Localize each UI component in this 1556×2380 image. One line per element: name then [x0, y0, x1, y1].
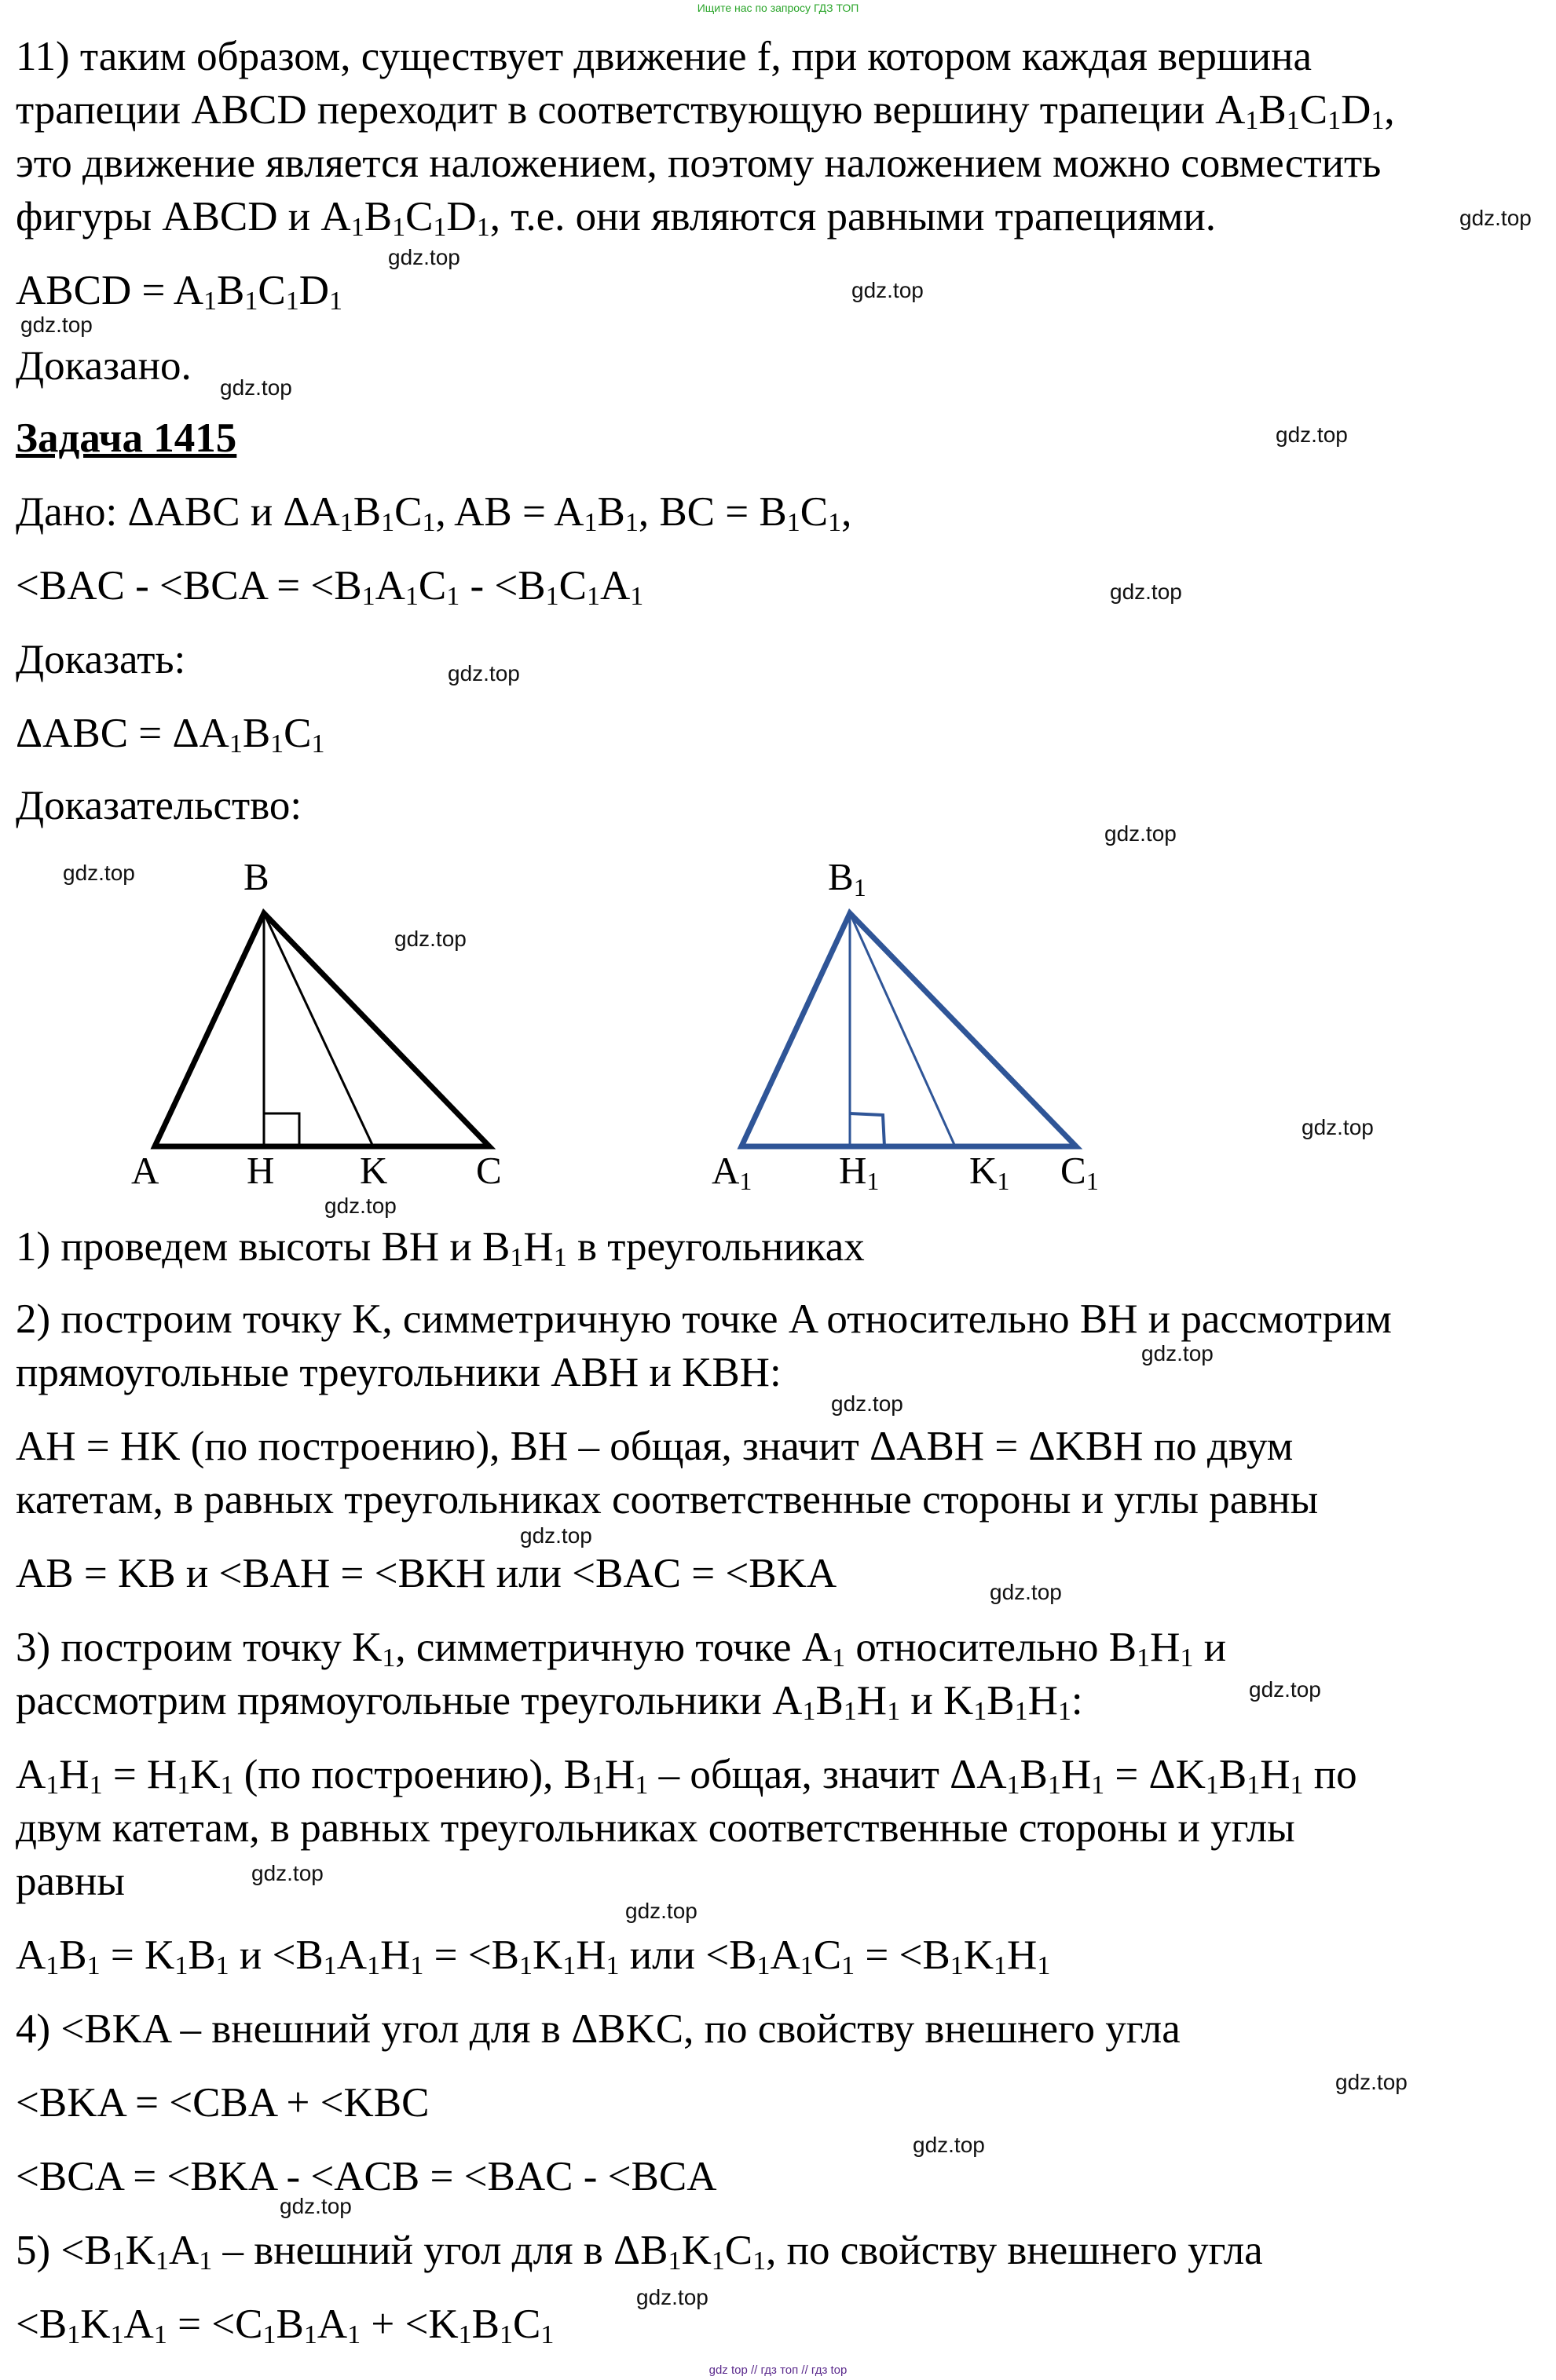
- watermark: gdz.top: [625, 1899, 697, 1923]
- given-line: $<BAC - <BCA = <B_1A_1C_1 - <B_1C_1A_1$: [16, 563, 644, 611]
- label-h1: $H_1$: [839, 1149, 880, 1195]
- label-b1: $B_1$: [828, 855, 866, 901]
- watermark: gdz.top: [1249, 1677, 1321, 1702]
- watermark: gdz.top: [324, 1194, 397, 1218]
- watermark: gdz.top: [251, 1861, 324, 1885]
- watermark: gdz.top: [388, 245, 460, 269]
- step-2: прямоугольные треугольники ABH и KBH:: [16, 1350, 782, 1395]
- label-k1: $K_1$: [969, 1149, 1010, 1195]
- watermark: gdz.top: [63, 861, 135, 885]
- watermark: gdz.top: [1335, 2070, 1408, 2094]
- top-banner: Ищите нас по запросу ГДЗ ТОП: [697, 2, 859, 14]
- step-3: равны: [16, 1859, 126, 1904]
- text-line: ABCD = $A_1B_1C_1D_1$: [16, 268, 342, 316]
- label-a1: $A_1$: [712, 1149, 752, 1195]
- label-a: A: [131, 1149, 159, 1192]
- step-4: <BKA = <CBA + <KBC: [16, 2080, 430, 2126]
- step-3: $A_1H_1 = H_1K_1$ (по построению), $B_1H_1$ – общая, значит $\Delta A_1B_1H_1 = \Delta K_1B_1H_1$ по: [16, 1752, 1357, 1800]
- right-angle-mark: [850, 1113, 884, 1146]
- watermark: gdz.top: [20, 313, 93, 337]
- watermark: gdz.top: [1110, 579, 1182, 604]
- step-2: AB = KB и <BAH = <BKH или <BAC = <BKA: [16, 1551, 837, 1596]
- watermark: gdz.top: [636, 2285, 708, 2309]
- step-2: катетам, в равных треугольниках соответственные стороны и углы равны: [16, 1477, 1319, 1523]
- segment-bk: [264, 913, 373, 1146]
- step-4: <BCA = <BKA - <ACB = <BAC - <BCA: [16, 2154, 717, 2199]
- watermark: gdz.top: [1459, 206, 1532, 230]
- step-4: 4) <BKA – внешний угол для в ΔBKC, по свойству внешнего угла: [16, 2006, 1181, 2052]
- watermark: gdz.top: [831, 1391, 903, 1416]
- watermark: gdz.top: [851, 278, 924, 302]
- prove-statement: $\Delta ABC = \Delta A_1B_1C_1$: [16, 711, 325, 759]
- step-3: двум катетам, в равных треугольниках соответственные стороны и углы: [16, 1805, 1295, 1851]
- watermark: gdz.top: [1104, 821, 1177, 846]
- label-c1: $C_1$: [1060, 1149, 1099, 1195]
- step-3: рассмотрим прямоугольные треугольники $A_1B_1H_1$ и $K_1B_1H_1$:: [16, 1678, 1083, 1726]
- watermark: gdz.top: [394, 927, 467, 951]
- step-5: $5) <B_1K_1A_1$ – внешний угол для в $\Delta B_1K_1C_1$, по свойству внешнего угла: [16, 2228, 1263, 2276]
- text-line: 11) таким образом, существует движение f, при котором каждая вершина: [16, 34, 1312, 79]
- watermark: gdz.top: [913, 2133, 985, 2157]
- proof-label: Доказательство:: [16, 783, 302, 828]
- right-angle-mark: [264, 1113, 299, 1146]
- watermark: gdz.top: [448, 661, 520, 685]
- segment-b1k1: [850, 913, 955, 1146]
- text-line: трапеции ABCD переходит в соответствующую вершину трапеции $A_1B_1C_1D_1$,: [16, 87, 1395, 135]
- step-2: AH = HK (по построению), BH – общая, значит ΔABH = ΔKBH по двум: [16, 1424, 1294, 1469]
- step-2: 2) построим точку K, симметричную точке A относительно BH и рассмотрим: [16, 1296, 1392, 1342]
- prove-label: Доказать:: [16, 637, 186, 682]
- watermark: gdz.top: [1141, 1341, 1214, 1365]
- label-h: H: [247, 1149, 275, 1192]
- text-line: это движение является наложением, поэтому наложением можно совместить: [16, 141, 1382, 186]
- label-c: C: [476, 1149, 502, 1192]
- watermark: gdz.top: [220, 375, 292, 400]
- step-3: $A_1B_1 = K_1B_1$ $и <B_1A_1H_1 = <B_1K_1H_1$ или $<B_1A_1C_1 = <B_1K_1H_1$: [16, 1932, 1051, 1980]
- watermark: gdz.top: [1276, 422, 1348, 447]
- given-line: Дано: ΔABC и $\Delta A_1B_1C_1$, AB = $A_1B_1$, BC = $B_1C_1$,: [16, 489, 852, 537]
- step-3: 3) построим точку $K_1$, симметричную точке $A_1$ относительно $B_1H_1$ и: [16, 1625, 1227, 1673]
- label-k: K: [360, 1149, 388, 1192]
- step-5: $<B_1K_1A_1 = <C_1B_1A_1 + <K_1B_1C_1$: [16, 2301, 555, 2349]
- bottom-footer: gdz top // гдз топ // гдз top: [708, 2364, 848, 2377]
- task-heading: Задача 1415: [16, 415, 237, 461]
- text-line: фигуры ABCD и $A_1B_1C_1D_1$, т.е. они являются равными трапециями.: [16, 194, 1216, 242]
- watermark: gdz.top: [520, 1523, 592, 1548]
- triangle-a1b1c1-outline: [741, 913, 1076, 1146]
- triangle-a1b1c1: [741, 913, 1076, 1146]
- step-1: 1) проведем высоты BH и $B_1H_1$ в треугольниках: [16, 1224, 865, 1272]
- watermark: gdz.top: [990, 1580, 1062, 1604]
- watermark: gdz.top: [1302, 1115, 1374, 1139]
- label-b: B: [243, 855, 269, 898]
- text-line: Доказано.: [16, 343, 192, 389]
- watermark: gdz.top: [280, 2194, 352, 2218]
